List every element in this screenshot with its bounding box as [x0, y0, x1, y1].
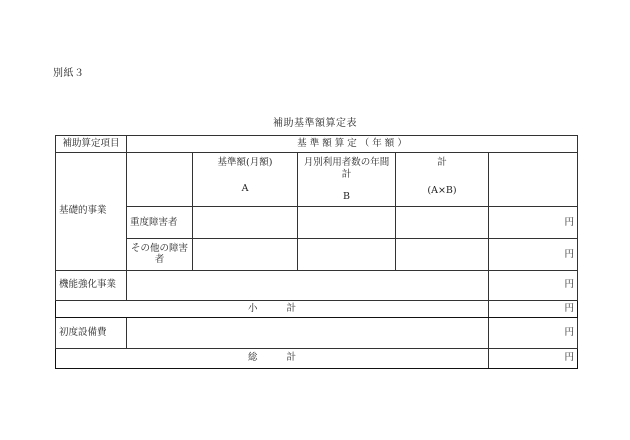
grand-total-row	[56, 348, 578, 368]
col-c-label: 計	[437, 157, 447, 169]
enhancement-yen: 円	[489, 270, 578, 300]
header-calc-cell: 基 準 額 算 定 （ 年 額 ）	[127, 136, 578, 153]
grand-total-label: 総 計	[56, 348, 489, 368]
basic-project-cell: 基礎的事業	[56, 153, 127, 270]
enhancement-project-label: 機能強化事業	[56, 270, 127, 300]
initial-equipment-label: 初度設備費	[56, 317, 127, 348]
header-item-cell: 補助算定項目	[56, 136, 127, 153]
col-a-label: 基準額(月額)	[217, 157, 273, 169]
header-row	[56, 136, 578, 153]
severe-disability-row	[56, 207, 578, 239]
initial-equipment-blank	[127, 317, 489, 348]
other-yen: 円	[489, 239, 578, 270]
grand-total-yen: 円	[489, 348, 578, 368]
subtotal-row	[56, 300, 578, 317]
blank-subitem-header	[127, 153, 193, 207]
initial-equipment-row	[56, 317, 578, 348]
enhancement-row	[56, 270, 578, 300]
col-c-code: (A×B)	[427, 184, 457, 196]
col-a-header	[193, 153, 298, 207]
other-disability-label: その他の障害者	[127, 239, 193, 270]
appendix-label: 別紙３	[53, 68, 85, 79]
subsidy-standard-table	[55, 135, 578, 369]
initial-equipment-yen: 円	[489, 317, 578, 348]
subtotal-label: 小 計	[56, 300, 489, 317]
severe-yen: 円	[489, 207, 578, 239]
other-col-a	[193, 239, 298, 270]
severe-col-b	[298, 207, 396, 239]
col-a-code: A	[241, 182, 249, 194]
other-col-b	[298, 239, 396, 270]
subtotal-yen: 円	[489, 300, 578, 317]
severe-col-a	[193, 207, 298, 239]
other-disability-row	[56, 239, 578, 270]
other-col-c	[396, 239, 489, 270]
col-b-header	[298, 153, 396, 207]
col-b-label: 月別利用者数の年間計	[303, 157, 390, 180]
table-title: 補助基準額算定表	[273, 118, 357, 129]
severe-disability-label: 重度障害者	[127, 207, 193, 239]
column-header-row	[56, 153, 578, 207]
col-b-code: B	[343, 190, 350, 202]
col-c-header	[396, 153, 489, 207]
enhancement-blank	[127, 270, 489, 300]
blank-amount-header	[489, 153, 578, 207]
severe-col-c	[396, 207, 489, 239]
